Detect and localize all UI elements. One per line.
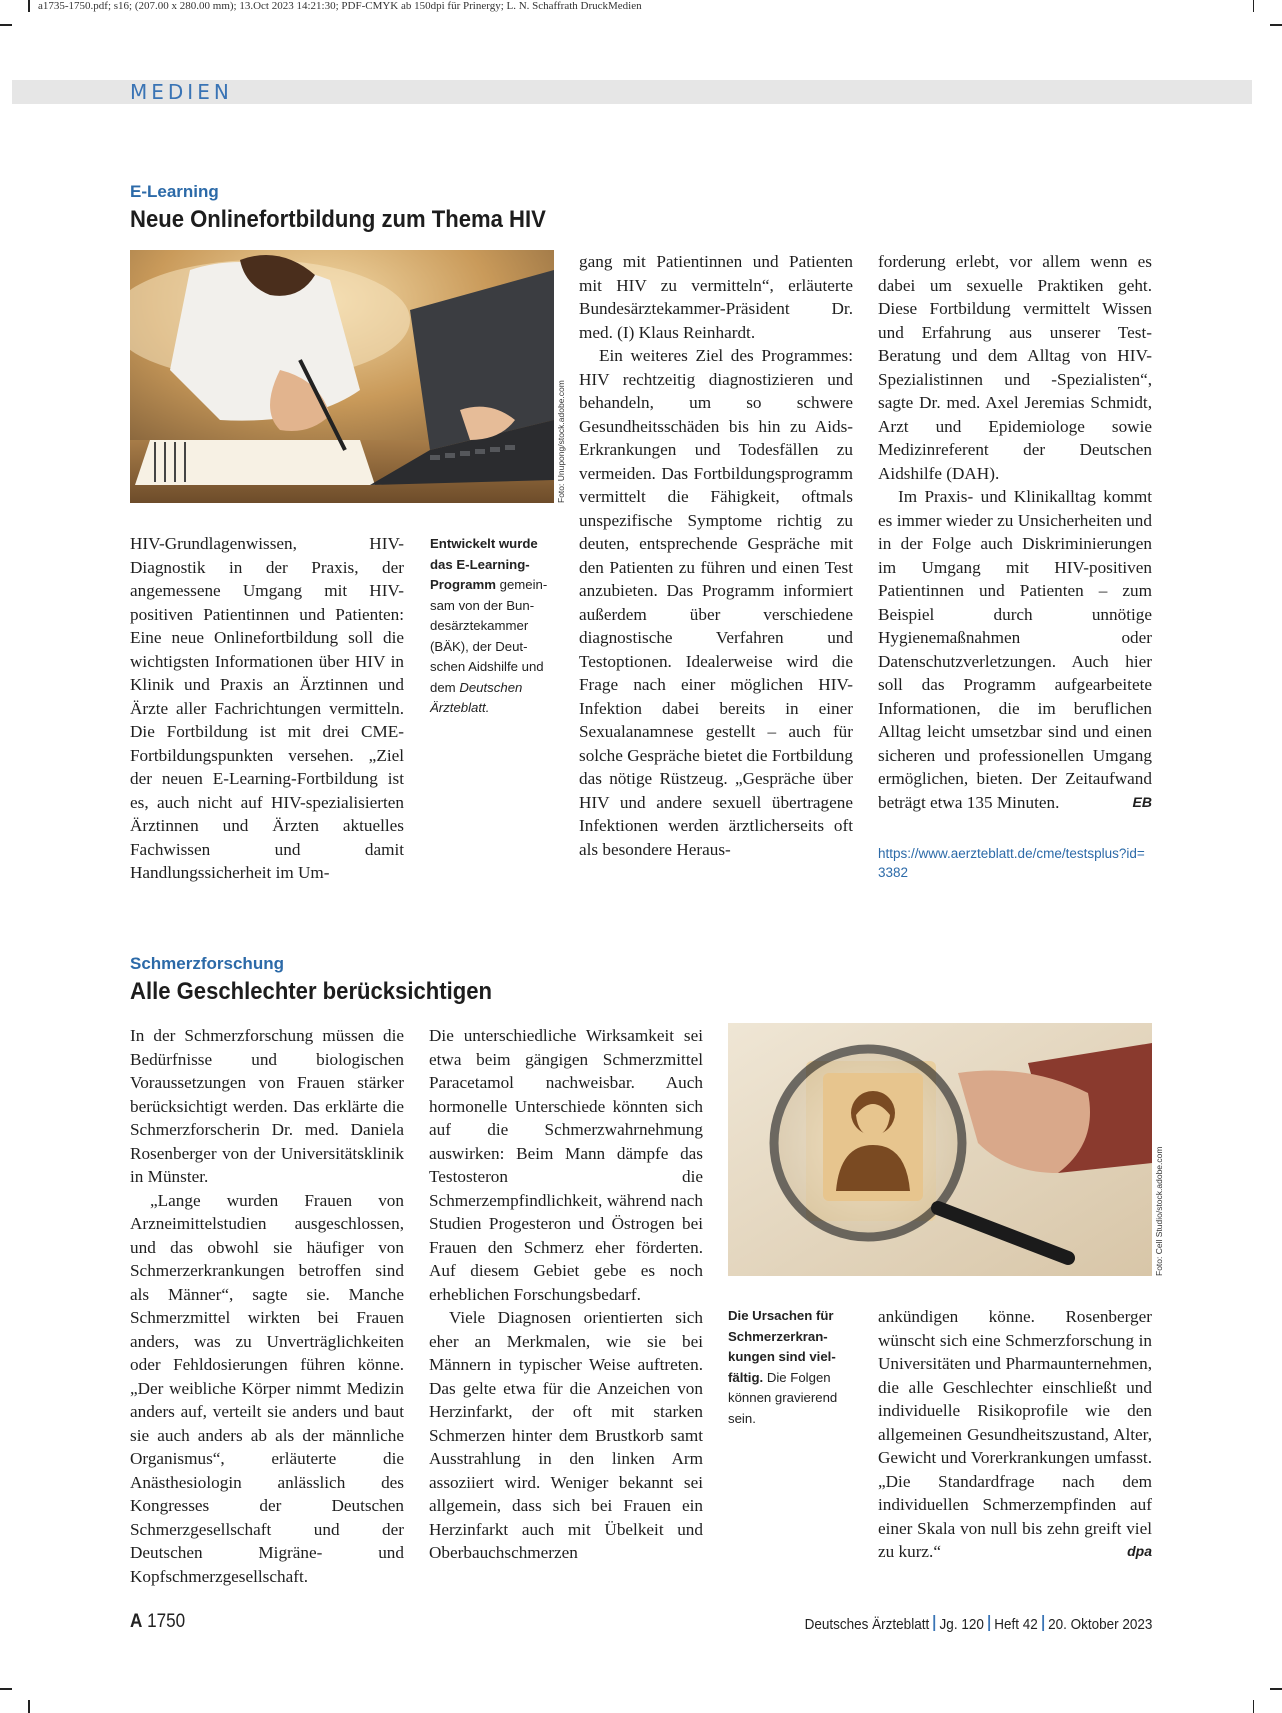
paragraph: Ein weiteres Ziel des Programmes: HIV rechtzeitig diagnostizieren und behandeln, um so schwere Gesundheitsschäden bis hin zu Aids-Erkrankungen und Todesfällen zu vermeiden. Das Fortbildungsprogramm vermittelt die Fähigkeit, oftmals unspezifische Symptome richtig zu deuten, entsprechende Gespräche mit den Patienten zu führen und einen Test anzubieten. Das Programm informiert außerdem über verschiedene diagnostische Verfahren und Testoptionen. Idealerweise wird die Frage nach einer möglichen HIV-Infektion dabei bereits in einer Sexualanamnese gestellt – auch für solche Gespräche bietet die Fortbildung das nötige Rüstzeug. „Gespräche über HIV und andere sexuell übertragene Infektionen werden ärztlicherseits oft als besondere Heraus- bbox=[579, 346, 853, 859]
volume: Jg. 120 bbox=[939, 1616, 984, 1633]
paragraph: „Lange wurden Frauen von Arzneimittelstudien ausgeschlossen, und das obwohl sie häufiger von Schmerzerkrankungen betroffen sind als Männer“, sagte sie. Manche Schmerzmittel wirkten bei Frauen anders, was zu Unverträglichkeiten oder Fehldosierungen führen könne. „Der weibliche Körper nimmt Medizin anders auf, verteilt sie anders und baut sie auch anders ab als der männliche Organismus“, erläuterte die Anästhesiologin anlässlich des Kongresses der Deutschen Schmerzgesellschaft und der Deutschen Migräne- und Kopfschmerzgesellschaft. bbox=[130, 1190, 404, 1586]
article1-caption bbox=[430, 534, 556, 719]
page-prefix: A bbox=[130, 1611, 143, 1632]
paragraph: forderung erlebt, vor allem wenn es dabei um sexuelle Praktiken geht. Diese Fortbildung vermittelt Wissen und Erfahrung aus unserer Test-Beratung und dem Alltag von HIV-Spezialistinnen und -Spezialisten“, sagte Dr. med. Axel Jeremias Schmidt, Arzt und Epidemiologe sowie Medizinreferent der Deutschen Aidshilfe (DAH). bbox=[878, 252, 1152, 483]
page-number bbox=[130, 1611, 185, 1633]
article2-column-1 bbox=[130, 1024, 404, 1588]
print-slug: a1735-1750.pdf; s16; (207.00 x 280.00 mm); 13.Oct 2023 14:21:30; PDF-CMYK ab 150dpi für Prinergy; L. N. Schaffrath DruckMedien bbox=[38, 0, 642, 12]
article1-column-1 bbox=[130, 532, 404, 885]
crop-mark bbox=[1253, 1700, 1255, 1713]
issue: Heft 42 bbox=[993, 1616, 1038, 1633]
caption-lead: Die Ursachen für Schmerzerkran-kungen sind viel-fältig. bbox=[728, 1308, 836, 1385]
paragraph bbox=[878, 485, 1152, 814]
caption-lead: Entwickelt wurde das E-Learning-Programm bbox=[430, 536, 538, 592]
caption-text: gemein-sam von der Bun-desärztekammer (BÄK), der Deut-schen Aidshilfe und dem bbox=[430, 577, 548, 695]
caption-italic: Deutschen Ärzteblatt. bbox=[430, 679, 523, 715]
separator bbox=[933, 1615, 934, 1631]
crop-mark bbox=[1270, 1688, 1282, 1690]
crop-mark bbox=[1270, 24, 1282, 26]
article2-photo-credit: Foto: Cell Studio/stock.adobe.com bbox=[1154, 1146, 1164, 1276]
article1-column-2 bbox=[579, 250, 853, 861]
article1-link[interactable]: https://www.aerzteblatt.de/cme/testsplus?id=3382 bbox=[878, 846, 1145, 880]
separator bbox=[988, 1615, 989, 1631]
crop-mark bbox=[0, 1688, 12, 1690]
page-number-value: 1750 bbox=[147, 1611, 186, 1632]
separator bbox=[1042, 1615, 1043, 1631]
crop-mark bbox=[28, 1700, 30, 1713]
caption-text: Die Folgen können gravierend sein. bbox=[728, 1369, 838, 1426]
crop-mark bbox=[0, 24, 12, 26]
article1-column-3 bbox=[878, 250, 1152, 814]
crop-mark bbox=[28, 0, 30, 12]
article1-headline: Neue Onlinefortbildung zum Thema HIV bbox=[130, 206, 546, 233]
article1-photo-credit: Foto: Unupong/stock.adobe.com bbox=[556, 380, 566, 503]
crop-mark bbox=[1253, 0, 1255, 12]
article2-signature: dpa bbox=[1127, 1543, 1152, 1559]
article1-photo bbox=[130, 250, 554, 503]
journal-name: Deutsches Ärzteblatt bbox=[804, 1616, 929, 1633]
article1-kicker: E-Learning bbox=[130, 182, 219, 201]
section-label: MEDIEN bbox=[130, 80, 233, 104]
article2-column-3 bbox=[878, 1305, 1152, 1564]
paragraph: In der Schmerzforschung müssen die Bedürfnisse und biologischen Voraussetzungen von Frauen stärker berücksichtigt werden. Das erklärte die Schmerzforscherin Dr. med. Daniela Rosenberger von der Universitätsklinik in Münster. bbox=[130, 1026, 404, 1186]
article2-caption bbox=[728, 1306, 854, 1429]
paragraph: Die unterschiedliche Wirksamkeit sei etwa beim gängigen Schmerzmittel Paracetamol nachweisbar. Auch hormonelle Unterschiede könnten sich auf die Schmerzwahrnehmung auswirken: Beim Mann dämpfe das Testosteron die Schmerzempfindlichkeit, während nach Studien Progesteron und Östrogen bei Frauen den Schmerz eher förderten. Auf diesem Gebiet gebe es noch erheblichen Forschungsbedarf. bbox=[429, 1026, 703, 1304]
paragraph-text: ankündigen könne. Rosenberger wünscht sich eine Schmerzforschung in Universitäten und Pharmaunternehmen, die alle Geschlechter einschließt und individuelle Risikoprofile wie den allgemeinen Gesundheitszustand, Alter, Gewicht und Vorerkrankungen umfasst. „Die Standardfrage nach dem individuellen Schmerzempfinden auf einer Skala von null bis zehn greift viel zu kurz.“ bbox=[878, 1307, 1152, 1561]
issue-date: 20. Oktober 2023 bbox=[1047, 1616, 1152, 1633]
article2-kicker: Schmerzforschung bbox=[130, 954, 284, 973]
paragraph: Viele Diagnosen orientierten sich eher an Merkmalen, wie sie bei Männern in typischer Weise auftreten. Das gelte etwa für die Anzeichen von Herzinfarkt, der oft mit starken Schmerzen hinter dem Brustkorb samt Ausstrahlung in den linken Arm assoziiert wird. Weniger bekannt sei allgemein, dass sich bei Frauen ein Herzinfarkt auch mit Übelkeit und Oberbauchschmerzen bbox=[429, 1308, 703, 1562]
paragraph-text: Im Praxis- und Klinikalltag kommt es immer wieder zu Unsicherheiten und in der Folge auch Diskriminierungen im Umgang mit HIV-positiven Patientinnen und Patienten – zum Beispiel durch unnötige Hygienemaßnahmen oder Datenschutzverletzungen. Auch hier soll das Programm aufgearbeitete Informationen, die im beruflichen Alltag leicht umsetzbar sind und einen sicheren und professionellen Umgang ermöglichen, bieten. Der Zeitaufwand beträgt etwa 135 Minuten. bbox=[878, 487, 1152, 812]
footer-info bbox=[804, 1615, 1152, 1633]
article2-column-2 bbox=[429, 1024, 703, 1565]
paragraph: HIV-Grundlagenwissen, HIV-Diagnostik in der Praxis, der angemessene Umgang mit HIV-positiven Patientinnen und Patienten: Eine neue Onlinefortbildung soll die wichtigsten Informationen über HIV in Klinik und Praxis an Ärztinnen und Ärzte aller Fachrichtungen vermitteln. Die Fortbildung ist mit drei CME-Fortbildungspunkten versehen. „Ziel der neuen E-Learning-Fortbildung ist es, auch nicht auf HIV-spezialisierten Ärztinnen und Ärzten aktuelles Fachwissen und damit Handlungssicherheit im Um- bbox=[130, 534, 404, 882]
paragraph: gang mit Patientinnen und Patienten mit HIV zu vermitteln“, erläuterte Bundesärztekammer-Präsident Dr. med. (I) Klaus Reinhardt. bbox=[579, 252, 853, 342]
article2-headline: Alle Geschlechter berücksichtigen bbox=[130, 978, 493, 1005]
article1-signature: EB bbox=[1132, 793, 1152, 810]
article2-photo bbox=[728, 1023, 1152, 1276]
paragraph bbox=[878, 1305, 1152, 1564]
